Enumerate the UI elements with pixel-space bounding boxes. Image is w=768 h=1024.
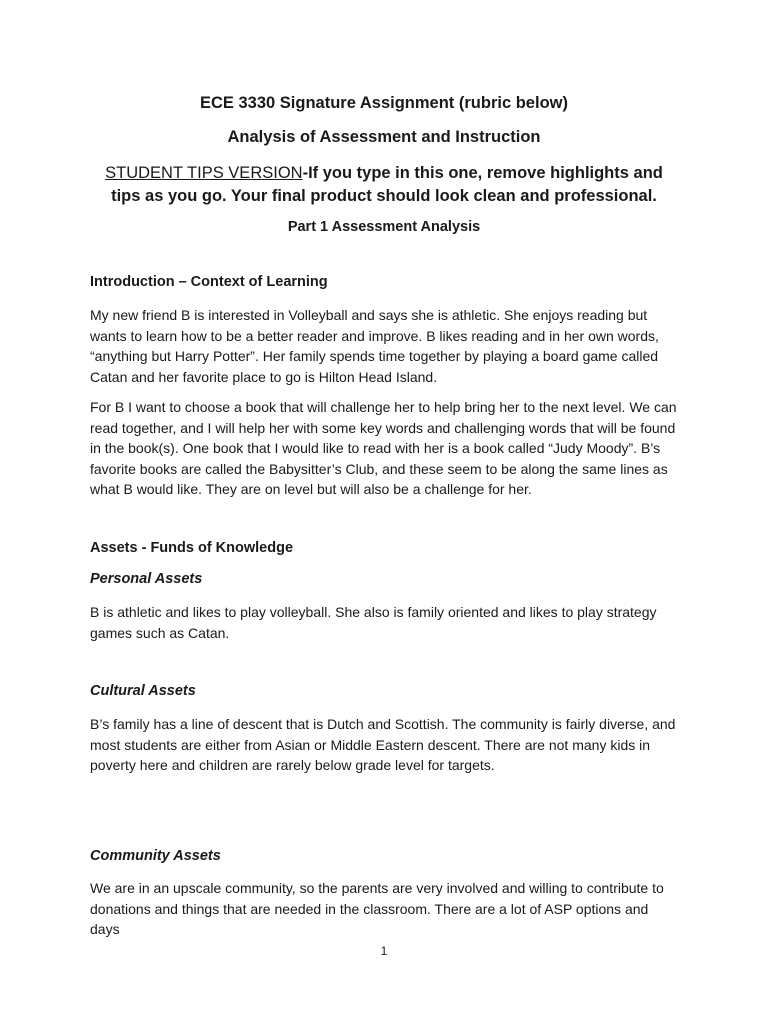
page-number: 1 [380,944,388,958]
community-assets-paragraph: We are in an upscale community, so the parents are very involved and willing to contribute to donations and things that are needed in the classroom. There are a lot of ASP options and days [90,880,664,937]
document-subtitle: Analysis of Assessment and Instruction [227,128,541,146]
student-tips-text: -If you type in this one, remove highlights and tips as you go. Your final product should look clean and professional. [111,164,663,205]
intro-paragraph-2: For B I want to choose a book that will challenge her to help bring her to the next level. We can read together, and I will help her with some key words and challenging words that will be found in the book(s). One book that I would like to read with her is a book called “Judy Moody”. B’s favorite books are called the Babysitter’s Club, and these seem to be along the same lines as what B would like. They are on level but will also be a challenge for her. [90,399,677,497]
document-title: ECE 3330 Signature Assignment (rubric below) [200,94,568,112]
personal-assets-paragraph: B is athletic and likes to play volleyball. She also is family oriented and likes to play strategy games such as Catan. [90,604,657,641]
intro-heading: Introduction – Context of Learning [90,274,328,290]
student-tips-note [92,162,676,208]
student-tips-label: STUDENT TIPS VERSION [105,164,303,182]
community-assets-heading: Community Assets [90,848,221,864]
assets-heading: Assets - Funds of Knowledge [90,540,294,556]
part-heading: Part 1 Assessment Analysis [287,219,481,235]
cultural-assets-heading: Cultural Assets [90,683,196,699]
cultural-assets-paragraph: B’s family has a line of descent that is Dutch and Scottish. The community is fairly diverse, and most students are either from Asian or Middle Eastern descent. There are not many kids in poverty here and children are rarely below grade level for targets. [90,716,676,773]
intro-paragraph-1: My new friend B is interested in Volleyball and says she is athletic. She enjoys reading but wants to learn how to be a better reader and improve. B likes reading and in her own words, “anything but Harry Potter”. Her family spends time together by playing a board game called Catan and her favorite place to go is Hilton Head Island. [90,307,659,385]
personal-assets-heading: Personal Assets [90,571,203,587]
